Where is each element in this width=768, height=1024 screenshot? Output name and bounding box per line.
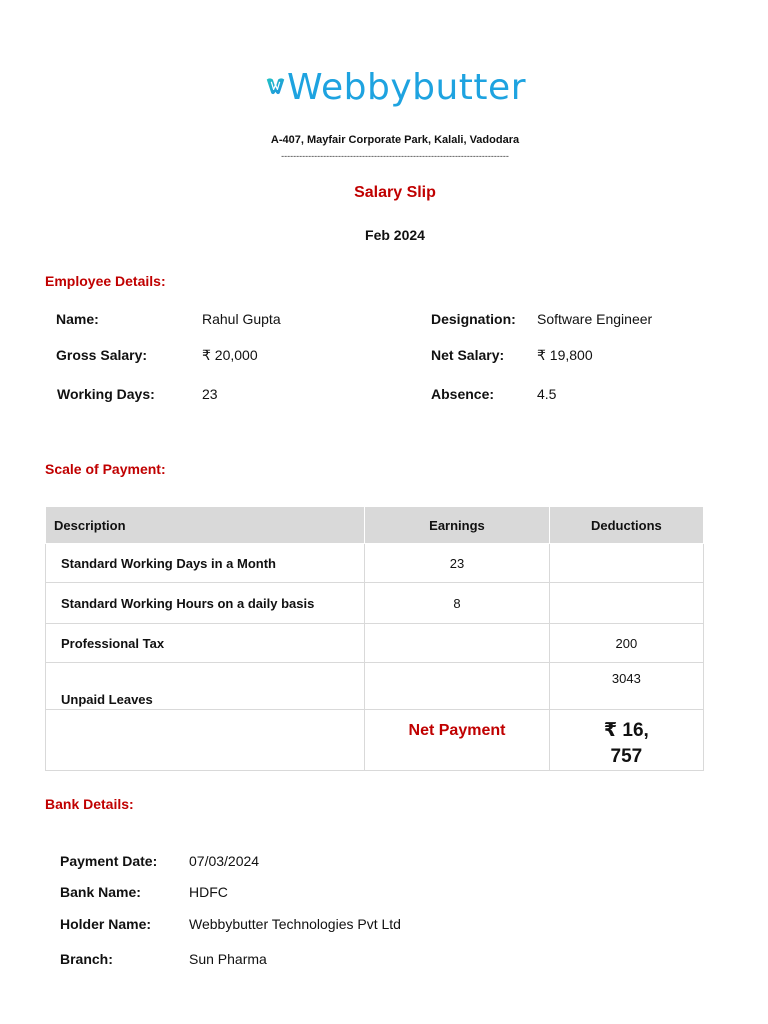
working-days-label: Working Days: <box>57 386 155 402</box>
row-description: Standard Working Hours on a daily basis <box>46 583 365 624</box>
table-row <box>46 583 704 624</box>
row-earnings <box>365 663 550 710</box>
row-deductions: 3043 <box>549 663 703 710</box>
net-payment-label: Net Payment <box>365 710 550 771</box>
absence-label: Absence: <box>431 386 495 402</box>
row-earnings <box>365 624 550 663</box>
designation-label: Designation: <box>431 311 516 327</box>
column-header-deductions: Deductions <box>549 507 703 544</box>
payment-date-label: Payment Date: <box>60 853 158 869</box>
row-description: Standard Working Days in a Month <box>46 544 365 583</box>
bank-details-heading: Bank Details: <box>45 796 134 812</box>
employee-designation: Software Engineer <box>537 311 653 327</box>
bank-name-label: Bank Name: <box>60 884 141 900</box>
gross-salary-label: Gross Salary: <box>56 347 148 363</box>
row-description: Professional Tax <box>46 624 365 663</box>
table-header-row <box>46 507 704 544</box>
table-row <box>46 624 704 663</box>
net-payment-row <box>46 710 704 771</box>
company-logo <box>266 56 526 116</box>
table-row <box>46 544 704 583</box>
scale-of-payment-heading: Scale of Payment: <box>45 461 166 477</box>
employee-name: Rahul Gupta <box>202 311 281 327</box>
name-label: Name: <box>56 311 99 327</box>
branch-label: Branch: <box>60 951 113 967</box>
row-deductions: 200 <box>549 624 703 663</box>
column-header-description: Description <box>46 507 365 544</box>
absence-value: 4.5 <box>537 386 557 402</box>
net-salary-value: ₹ 19,800 <box>537 347 593 363</box>
table-row <box>46 663 704 710</box>
working-days-value: 23 <box>202 386 218 402</box>
row-deductions <box>549 583 703 624</box>
payment-table <box>45 506 704 771</box>
column-header-earnings: Earnings <box>365 507 550 544</box>
net-payment-value-line1: ₹ 16, <box>603 720 649 741</box>
company-name: Webbybutter <box>287 66 526 108</box>
holder-name-value: Webbybutter Technologies Pvt Ltd <box>189 916 401 932</box>
company-address: A-407, Mayfair Corporate Park, Kalali, Vadodara <box>270 134 520 146</box>
logo-mark-icon <box>266 61 285 111</box>
payment-date-value: 07/03/2024 <box>189 853 260 869</box>
employee-details-heading: Employee Details: <box>45 273 166 289</box>
net-salary-label: Net Salary: <box>431 347 505 363</box>
pay-period: Feb 2024 <box>365 227 425 243</box>
branch-value: Sun Pharma <box>189 951 267 967</box>
header-divider: ---------------------------------------------------------------------------- <box>281 151 509 161</box>
net-payment-value-line2: 757 <box>610 746 643 767</box>
row-earnings: 8 <box>365 583 550 624</box>
holder-name-label: Holder Name: <box>60 916 152 932</box>
row-earnings: 23 <box>365 544 550 583</box>
net-payment-empty-cell <box>46 710 365 771</box>
row-description: Unpaid Leaves <box>46 663 365 710</box>
bank-name-value: HDFC <box>189 884 228 900</box>
row-deductions <box>549 544 703 583</box>
gross-salary-value: ₹ 20,000 <box>202 347 258 363</box>
net-payment-value <box>549 710 703 771</box>
page-title: Salary Slip <box>354 184 436 201</box>
